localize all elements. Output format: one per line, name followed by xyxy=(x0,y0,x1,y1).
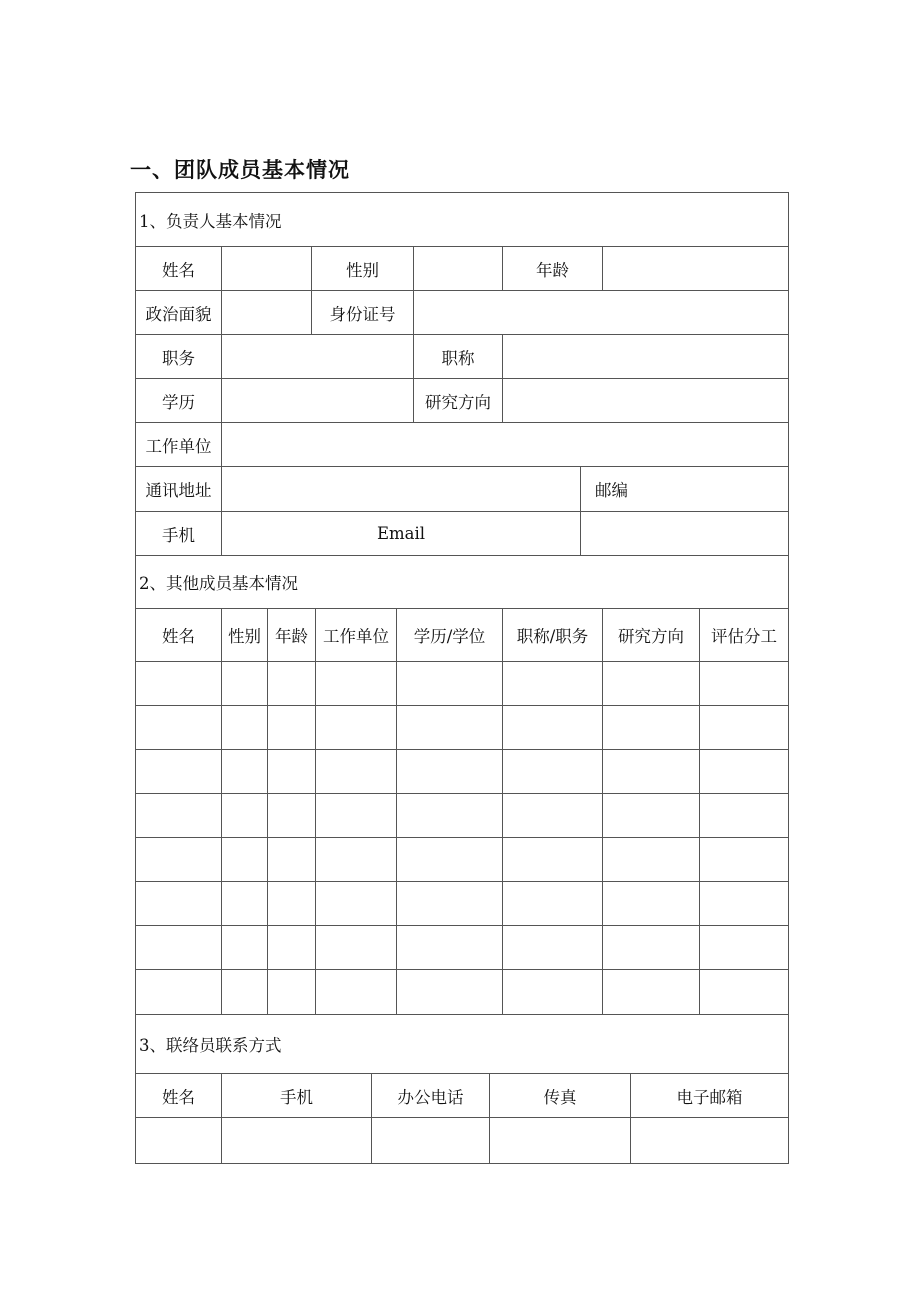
members-cell[interactable] xyxy=(699,661,789,706)
members-cell[interactable] xyxy=(267,837,316,882)
contact-header-cell: 传真 xyxy=(489,1073,631,1118)
members-cell[interactable] xyxy=(396,705,503,750)
members-header-cell: 工作单位 xyxy=(315,608,397,662)
page-title: 一、团队成员基本情况 xyxy=(130,158,350,182)
section1-heading: 1、负责人基本情况 xyxy=(135,192,789,247)
members-cell[interactable] xyxy=(602,925,700,970)
members-cell[interactable] xyxy=(699,793,789,838)
members-cell[interactable] xyxy=(135,793,222,838)
label-name: 姓名 xyxy=(135,246,222,291)
members-cell[interactable] xyxy=(221,749,268,794)
members-cell[interactable] xyxy=(221,925,268,970)
field-gender[interactable] xyxy=(413,246,503,291)
members-cell[interactable] xyxy=(267,749,316,794)
members-cell[interactable] xyxy=(699,705,789,750)
members-cell[interactable] xyxy=(267,969,316,1015)
field-education[interactable] xyxy=(221,378,414,423)
label-gender: 性别 xyxy=(311,246,414,291)
members-cell[interactable] xyxy=(135,837,222,882)
members-cell[interactable] xyxy=(221,969,268,1015)
label-title: 职称 xyxy=(413,334,503,379)
members-header-cell: 姓名 xyxy=(135,608,222,662)
field-politics[interactable] xyxy=(221,290,312,335)
members-cell[interactable] xyxy=(135,705,222,750)
members-cell[interactable] xyxy=(396,925,503,970)
contact-cell[interactable] xyxy=(489,1117,631,1164)
label-education: 学历 xyxy=(135,378,222,423)
field-id-number[interactable] xyxy=(413,290,789,335)
members-cell[interactable] xyxy=(135,881,222,926)
members-cell[interactable] xyxy=(267,661,316,706)
field-name[interactable] xyxy=(221,246,312,291)
label-id-number: 身份证号 xyxy=(311,290,414,335)
label-age: 年龄 xyxy=(502,246,603,291)
members-cell[interactable] xyxy=(221,705,268,750)
members-cell[interactable] xyxy=(135,749,222,794)
members-header-cell: 性别 xyxy=(221,608,268,662)
members-cell[interactable] xyxy=(315,749,397,794)
members-cell[interactable] xyxy=(267,881,316,926)
members-cell[interactable] xyxy=(267,925,316,970)
members-cell[interactable] xyxy=(602,705,700,750)
label-research: 研究方向 xyxy=(413,378,503,423)
members-cell[interactable] xyxy=(502,661,603,706)
label-email: Email xyxy=(221,511,581,556)
members-cell[interactable] xyxy=(315,925,397,970)
members-cell[interactable] xyxy=(221,793,268,838)
members-cell[interactable] xyxy=(602,969,700,1015)
members-cell[interactable] xyxy=(315,969,397,1015)
members-header-cell: 年龄 xyxy=(267,608,316,662)
field-title[interactable] xyxy=(502,334,789,379)
members-cell[interactable] xyxy=(502,881,603,926)
contact-header-cell: 电子邮箱 xyxy=(630,1073,789,1118)
members-cell[interactable] xyxy=(135,925,222,970)
members-cell[interactable] xyxy=(699,881,789,926)
label-address: 通讯地址 xyxy=(135,466,222,512)
contact-header-cell: 办公电话 xyxy=(371,1073,490,1118)
section3-heading: 3、联络员联系方式 xyxy=(135,1014,789,1074)
members-cell[interactable] xyxy=(502,925,603,970)
section2-heading: 2、其他成员基本情况 xyxy=(135,555,789,609)
label-employer: 工作单位 xyxy=(135,422,222,467)
members-cell[interactable] xyxy=(699,925,789,970)
label-position: 职务 xyxy=(135,334,222,379)
members-cell[interactable] xyxy=(396,661,503,706)
members-cell[interactable] xyxy=(502,749,603,794)
members-cell[interactable] xyxy=(135,661,222,706)
members-cell[interactable] xyxy=(602,837,700,882)
members-cell[interactable] xyxy=(396,969,503,1015)
members-cell[interactable] xyxy=(315,881,397,926)
members-cell[interactable] xyxy=(267,793,316,838)
members-cell[interactable] xyxy=(602,793,700,838)
members-cell[interactable] xyxy=(396,793,503,838)
members-cell[interactable] xyxy=(396,749,503,794)
members-cell[interactable] xyxy=(315,837,397,882)
members-cell[interactable] xyxy=(396,837,503,882)
members-cell[interactable] xyxy=(315,661,397,706)
members-cell[interactable] xyxy=(221,837,268,882)
members-cell[interactable] xyxy=(502,837,603,882)
members-cell[interactable] xyxy=(396,881,503,926)
label-mobile: 手机 xyxy=(135,511,222,556)
contact-cell[interactable] xyxy=(221,1117,372,1164)
members-cell[interactable] xyxy=(602,749,700,794)
contact-cell[interactable] xyxy=(371,1117,490,1164)
field-position[interactable] xyxy=(221,334,414,379)
members-cell[interactable] xyxy=(221,881,268,926)
members-cell[interactable] xyxy=(502,969,603,1015)
contact-cell[interactable] xyxy=(630,1117,789,1164)
members-cell[interactable] xyxy=(699,837,789,882)
label-postcode: 邮编 xyxy=(580,466,789,512)
label-politics: 政治面貌 xyxy=(135,290,222,335)
members-cell[interactable] xyxy=(502,705,603,750)
members-cell[interactable] xyxy=(315,793,397,838)
members-cell[interactable] xyxy=(602,661,700,706)
contact-header-cell: 姓名 xyxy=(135,1073,222,1118)
field-employer[interactable] xyxy=(221,422,789,467)
field-email[interactable] xyxy=(580,511,789,556)
members-header-cell: 研究方向 xyxy=(602,608,700,662)
members-cell[interactable] xyxy=(602,881,700,926)
members-header-cell: 评估分工 xyxy=(699,608,789,662)
members-cell[interactable] xyxy=(221,661,268,706)
members-cell[interactable] xyxy=(135,969,222,1015)
contact-cell[interactable] xyxy=(135,1117,222,1164)
members-cell[interactable] xyxy=(315,705,397,750)
members-header-cell: 职称/职务 xyxy=(502,608,603,662)
field-research[interactable] xyxy=(502,378,789,423)
members-cell[interactable] xyxy=(699,969,789,1015)
field-age[interactable] xyxy=(602,246,789,291)
members-cell[interactable] xyxy=(699,749,789,794)
members-cell[interactable] xyxy=(267,705,316,750)
field-address[interactable] xyxy=(221,466,581,512)
contact-header-cell: 手机 xyxy=(221,1073,372,1118)
members-header-cell: 学历/学位 xyxy=(396,608,503,662)
members-cell[interactable] xyxy=(502,793,603,838)
